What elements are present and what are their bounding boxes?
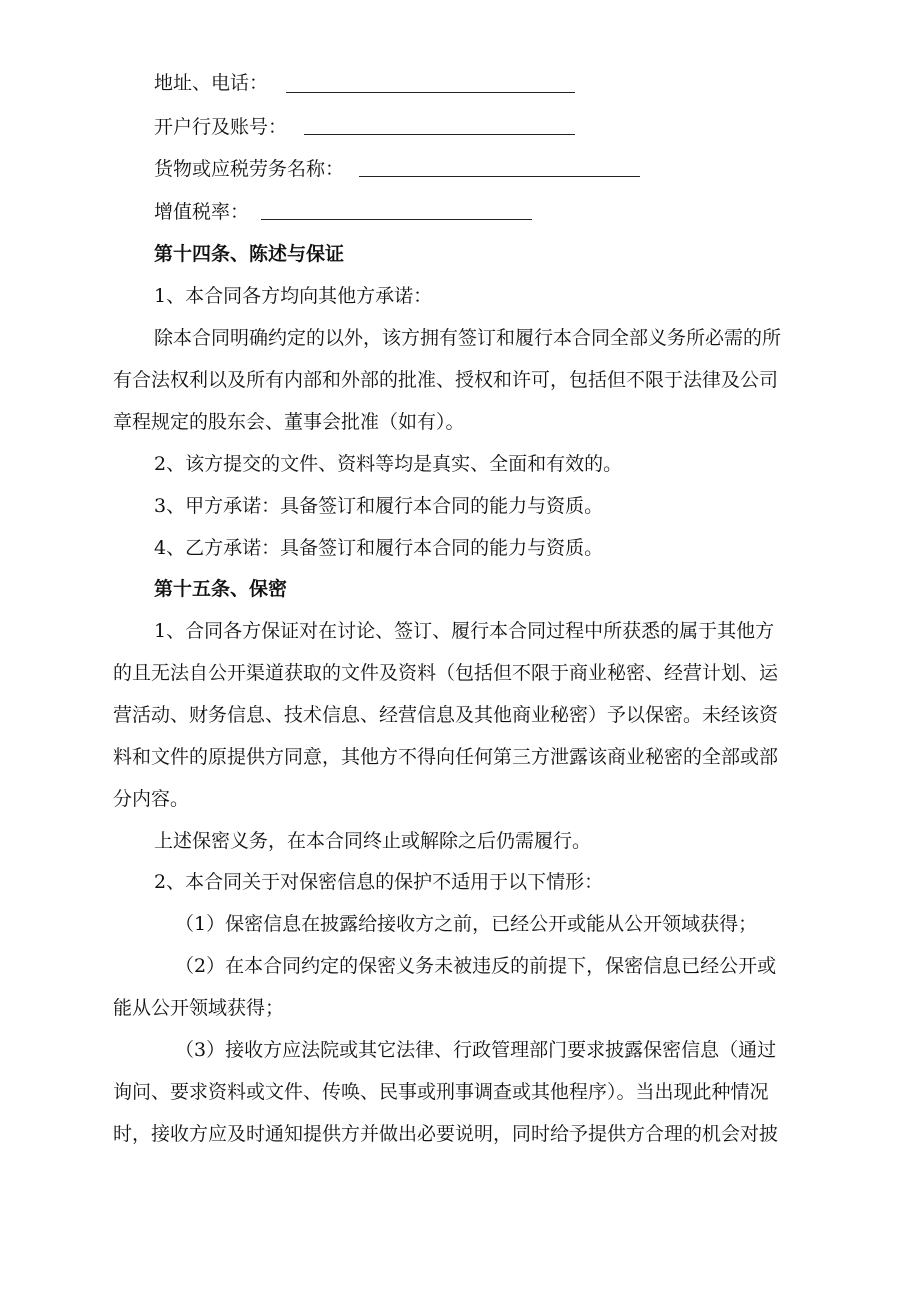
article-14-clause-2: 2、该方提交的文件、资料等均是真实、全面和有效的。 <box>154 453 623 475</box>
article-15-paragraph-line: 1、合同各方保证对在讨论、签订、履行本合同过程中所获悉的属于其他方 <box>154 620 775 642</box>
article-15-paragraph-line: 的且无法自公开渠道获取的文件及资料（包括但不限于商业秘密、经营计划、运 <box>113 662 779 684</box>
exception-item-3-line: 询问、要求资料或文件、传唤、民事或刑事调查或其他程序）。当出现此种情况 <box>113 1081 769 1103</box>
bank-account-label: 开户行及账号： <box>154 116 288 138</box>
exception-item-2-line: （2）在本合同约定的保密义务未被违反的前提下，保密信息已经公开或 <box>175 955 777 977</box>
vat-rate-label: 增值税率： <box>154 201 250 223</box>
exception-item-1: （1）保密信息在披露给接收方之前，已经公开或能从公开领域获得； <box>175 913 758 935</box>
article-14-paragraph-line: 有合法权利以及所有内部和外部的批准、授权和许可，包括但不限于法律及公司 <box>113 369 779 391</box>
article-14-clause-1: 1、本合同各方均向其他方承诺： <box>154 285 433 307</box>
goods-name-blank <box>359 176 640 177</box>
exception-item-2-line: 能从公开领域获得； <box>113 997 285 1019</box>
article-14-heading: 第十四条、陈述与保证 <box>154 243 345 265</box>
address-phone-blank <box>286 92 575 93</box>
address-phone-label: 地址、电话： <box>154 72 269 94</box>
article-15-paragraph-line: 营活动、财务信息、技术信息、经营信息及其他商业秘密）予以保密。未经该资 <box>113 704 779 726</box>
goods-name-label: 货物或应税劳务名称： <box>154 158 345 180</box>
article-15-continuation: 上述保密义务，在本合同终止或解除之后仍需履行。 <box>154 830 592 852</box>
article-15-paragraph-line: 料和文件的原提供方同意，其他方不得向任何第三方泄露该商业秘密的全部或部 <box>113 746 779 768</box>
article-14-clause-3: 3、甲方承诺：具备签订和履行本合同的能力与资质。 <box>154 495 604 517</box>
exception-item-3-line: 时，接收方应及时通知提供方并做出必要说明，同时给予提供方合理的机会对披 <box>113 1123 779 1145</box>
article-14-paragraph-line: 章程规定的股东会、董事会批准（如有）。 <box>113 411 465 433</box>
exception-item-3-line: （3）接收方应法院或其它法律、行政管理部门要求披露保密信息（通过 <box>175 1039 777 1061</box>
bank-account-blank <box>304 134 575 135</box>
article-15-heading: 第十五条、保密 <box>154 578 288 600</box>
article-15-clause-2: 2、本合同关于对保密信息的保护不适用于以下情形： <box>154 871 604 893</box>
vat-rate-blank <box>261 219 532 220</box>
article-15-paragraph-line: 分内容。 <box>113 788 190 810</box>
article-14-clause-4: 4、乙方承诺：具备签订和履行本合同的能力与资质。 <box>154 537 604 559</box>
article-14-paragraph-line: 除本合同明确约定的以外，该方拥有签订和履行本合同全部义务所必需的所 <box>154 327 782 349</box>
